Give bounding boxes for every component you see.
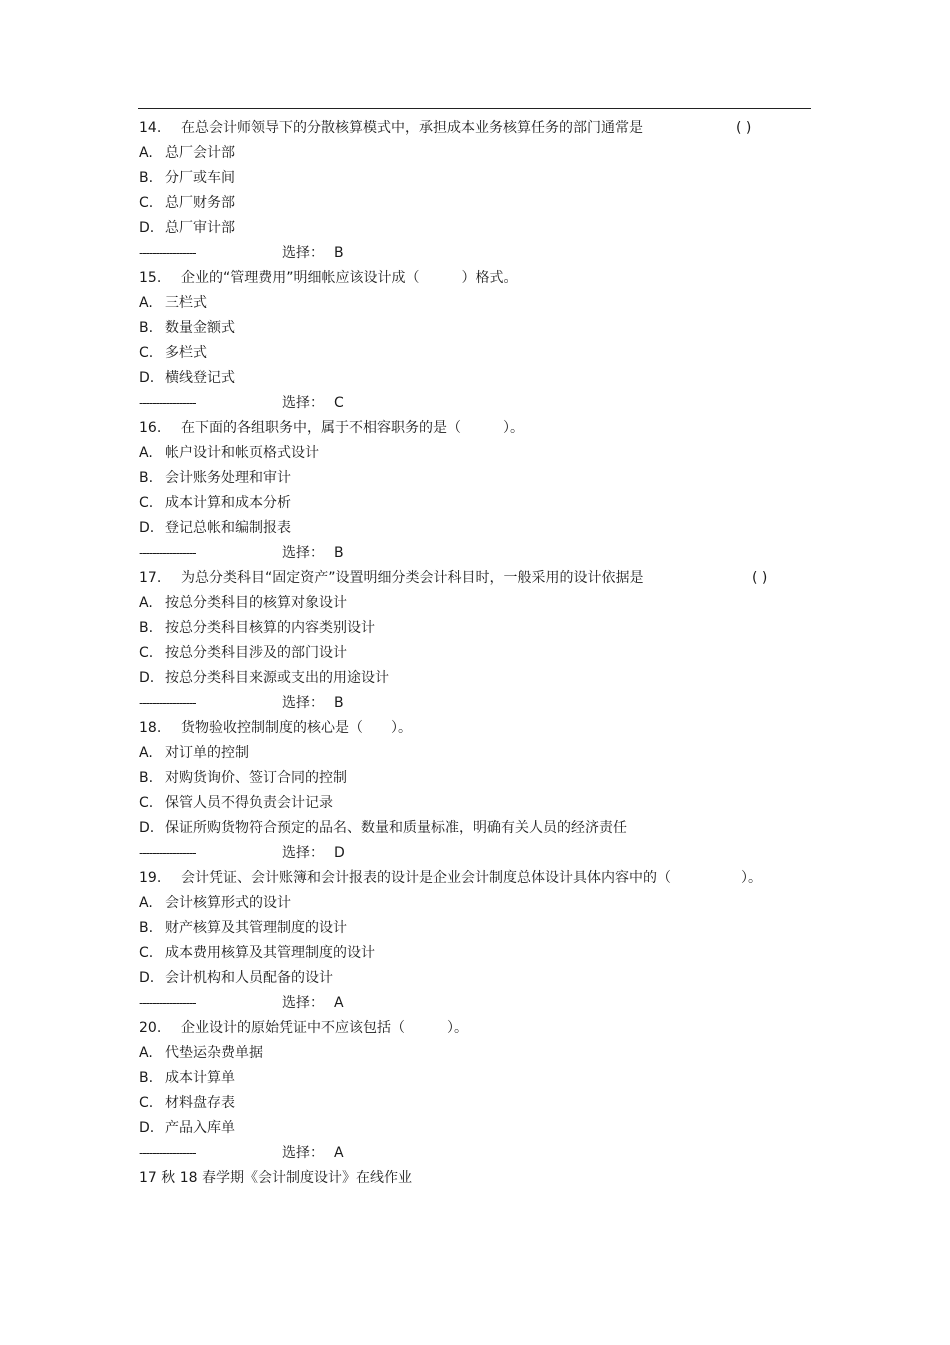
option-text: 横线登记式 bbox=[165, 370, 235, 386]
question-text: 货物验收控制制度的核心是（ ）。 bbox=[181, 720, 412, 736]
option-text: 产品入库单 bbox=[165, 1120, 235, 1136]
answer-label: 选择： bbox=[282, 845, 324, 861]
answer-label: 选择： bbox=[282, 245, 324, 261]
option-text: 财产核算及其管理制度的设计 bbox=[165, 920, 347, 936]
option-text: 帐户设计和帐页格式设计 bbox=[165, 445, 319, 461]
question-stem bbox=[139, 1016, 839, 1041]
option-text: 对购货询价、签订合同的控制 bbox=[165, 770, 347, 786]
option-a bbox=[139, 741, 839, 766]
option-letter: C. bbox=[139, 1095, 154, 1111]
answer-paren: ( ) bbox=[736, 120, 752, 136]
option-letter: B. bbox=[139, 770, 154, 786]
answer-label: 选择： bbox=[282, 395, 324, 411]
option-b bbox=[139, 916, 839, 941]
question-stem bbox=[139, 416, 839, 441]
answer-line bbox=[139, 841, 839, 866]
question-19 bbox=[139, 866, 839, 1016]
answer-line bbox=[139, 1141, 839, 1166]
question-number: 14. bbox=[139, 120, 162, 136]
option-text: 按总分类科目涉及的部门设计 bbox=[165, 645, 347, 661]
option-text: 成本计算和成本分析 bbox=[165, 495, 291, 511]
option-letter: A. bbox=[139, 595, 153, 611]
option-text: 总厂会计部 bbox=[165, 145, 235, 161]
question-number: 19. bbox=[139, 870, 162, 886]
option-d bbox=[139, 816, 839, 841]
option-text: 会计核算形式的设计 bbox=[165, 895, 291, 911]
option-text: 按总分类科目来源或支出的用途设计 bbox=[165, 670, 389, 686]
option-letter: C. bbox=[139, 945, 154, 961]
option-letter: C. bbox=[139, 495, 154, 511]
option-letter: A. bbox=[139, 445, 153, 461]
option-text: 保管人员不得负责会计记录 bbox=[165, 795, 333, 811]
option-b bbox=[139, 616, 839, 641]
option-d bbox=[139, 216, 839, 241]
option-text: 材料盘存表 bbox=[165, 1095, 235, 1111]
option-letter: C. bbox=[139, 645, 154, 661]
option-letter: A. bbox=[139, 745, 153, 761]
option-b bbox=[139, 766, 839, 791]
question-stem bbox=[139, 266, 839, 291]
question-list bbox=[139, 116, 839, 1191]
option-letter: C. bbox=[139, 345, 154, 361]
answer-value: B bbox=[334, 245, 344, 261]
answer-value: C bbox=[334, 395, 344, 411]
option-letter: C. bbox=[139, 795, 154, 811]
question-text: 会计凭证、会计账簿和会计报表的设计是企业会计制度总体设计具体内容中的（ ）。 bbox=[181, 870, 762, 886]
option-text: 按总分类科目核算的内容类别设计 bbox=[165, 620, 375, 636]
question-text: 在总会计师领导下的分散核算模式中，承担成本业务核算任务的部门通常是 bbox=[181, 120, 643, 136]
question-18 bbox=[139, 716, 839, 866]
option-letter: A. bbox=[139, 1045, 153, 1061]
option-text: 成本计算单 bbox=[165, 1070, 235, 1086]
option-letter: B. bbox=[139, 1070, 154, 1086]
option-d bbox=[139, 366, 839, 391]
option-letter: D. bbox=[139, 820, 155, 836]
option-c bbox=[139, 341, 839, 366]
option-c bbox=[139, 791, 839, 816]
option-letter: A. bbox=[139, 145, 153, 161]
answer-value: B bbox=[334, 695, 344, 711]
section-title: 17 秋 18 春学期《会计制度设计》在线作业 bbox=[139, 1170, 412, 1186]
question-text: 企业的“管理费用”明细帐应该设计成（ ）格式。 bbox=[181, 270, 518, 286]
option-text: 多栏式 bbox=[165, 345, 207, 361]
question-text: 为总分类科目“固定资产”设置明细分类会计科目时，一般采用的设计依据是 bbox=[181, 570, 644, 586]
option-c bbox=[139, 641, 839, 666]
option-text: 会计账务处理和审计 bbox=[165, 470, 291, 486]
separator-dashes: ----------------- bbox=[139, 396, 196, 410]
option-a bbox=[139, 291, 839, 316]
option-d bbox=[139, 666, 839, 691]
option-letter: D. bbox=[139, 1120, 155, 1136]
question-number: 17. bbox=[139, 570, 162, 586]
option-text: 登记总帐和编制报表 bbox=[165, 520, 291, 536]
option-a bbox=[139, 441, 839, 466]
option-letter: D. bbox=[139, 220, 155, 236]
option-b bbox=[139, 166, 839, 191]
answer-paren: ( ) bbox=[752, 570, 768, 586]
separator-dashes: ----------------- bbox=[139, 996, 196, 1010]
answer-value: A bbox=[334, 1145, 344, 1161]
option-letter: D. bbox=[139, 520, 155, 536]
separator-dashes: ----------------- bbox=[139, 696, 196, 710]
answer-line bbox=[139, 391, 839, 416]
answer-label: 选择： bbox=[282, 695, 324, 711]
answer-line bbox=[139, 241, 839, 266]
option-a bbox=[139, 1041, 839, 1066]
question-stem bbox=[139, 566, 839, 591]
option-text: 成本费用核算及其管理制度的设计 bbox=[165, 945, 375, 961]
answer-value: A bbox=[334, 995, 344, 1011]
option-c bbox=[139, 1091, 839, 1116]
question-stem bbox=[139, 866, 839, 891]
option-letter: C. bbox=[139, 195, 154, 211]
option-c bbox=[139, 191, 839, 216]
separator-dashes: ----------------- bbox=[139, 846, 196, 860]
option-letter: B. bbox=[139, 320, 154, 336]
option-letter: B. bbox=[139, 470, 154, 486]
option-letter: D. bbox=[139, 370, 155, 386]
option-a bbox=[139, 891, 839, 916]
question-number: 15. bbox=[139, 270, 162, 286]
question-number: 20. bbox=[139, 1020, 162, 1036]
answer-label: 选择： bbox=[282, 545, 324, 561]
option-text: 保证所购货物符合预定的品名、数量和质量标准，明确有关人员的经济责任 bbox=[165, 820, 627, 836]
separator-dashes: ----------------- bbox=[139, 1146, 196, 1160]
option-text: 总厂审计部 bbox=[165, 220, 235, 236]
option-letter: B. bbox=[139, 920, 154, 936]
option-text: 数量金额式 bbox=[165, 320, 235, 336]
option-c bbox=[139, 491, 839, 516]
option-b bbox=[139, 1066, 839, 1091]
answer-line bbox=[139, 991, 839, 1016]
option-text: 按总分类科目的核算对象设计 bbox=[165, 595, 347, 611]
option-letter: D. bbox=[139, 970, 155, 986]
question-17 bbox=[139, 566, 839, 716]
option-text: 三栏式 bbox=[165, 295, 207, 311]
option-text: 分厂或车间 bbox=[165, 170, 235, 186]
question-20 bbox=[139, 1016, 839, 1166]
question-number: 18. bbox=[139, 720, 162, 736]
question-number: 16. bbox=[139, 420, 162, 436]
option-d bbox=[139, 1116, 839, 1141]
separator-dashes: ----------------- bbox=[139, 246, 196, 260]
question-text: 在下面的各组职务中，属于不相容职务的是（ ）。 bbox=[181, 420, 524, 436]
answer-value: D bbox=[334, 845, 345, 861]
option-b bbox=[139, 316, 839, 341]
option-a bbox=[139, 141, 839, 166]
option-letter: B. bbox=[139, 170, 154, 186]
option-letter: A. bbox=[139, 295, 153, 311]
answer-line bbox=[139, 541, 839, 566]
question-stem bbox=[139, 116, 839, 141]
option-c bbox=[139, 941, 839, 966]
separator-dashes: ----------------- bbox=[139, 546, 196, 560]
answer-value: B bbox=[334, 545, 344, 561]
option-d bbox=[139, 516, 839, 541]
answer-label: 选择： bbox=[282, 1145, 324, 1161]
option-letter: D. bbox=[139, 670, 155, 686]
question-stem bbox=[139, 716, 839, 741]
top-rule bbox=[138, 108, 811, 109]
question-text: 企业设计的原始凭证中不应该包括（ ）。 bbox=[181, 1020, 468, 1036]
option-text: 总厂财务部 bbox=[165, 195, 235, 211]
option-a bbox=[139, 591, 839, 616]
option-letter: B. bbox=[139, 620, 154, 636]
question-15 bbox=[139, 266, 839, 416]
answer-label: 选择： bbox=[282, 995, 324, 1011]
option-d bbox=[139, 966, 839, 991]
option-letter: A. bbox=[139, 895, 153, 911]
option-b bbox=[139, 466, 839, 491]
answer-line bbox=[139, 691, 839, 716]
question-14 bbox=[139, 116, 839, 266]
option-text: 会计机构和人员配备的设计 bbox=[165, 970, 333, 986]
option-text: 代垫运杂费单据 bbox=[165, 1045, 263, 1061]
question-16 bbox=[139, 416, 839, 566]
option-text: 对订单的控制 bbox=[165, 745, 249, 761]
